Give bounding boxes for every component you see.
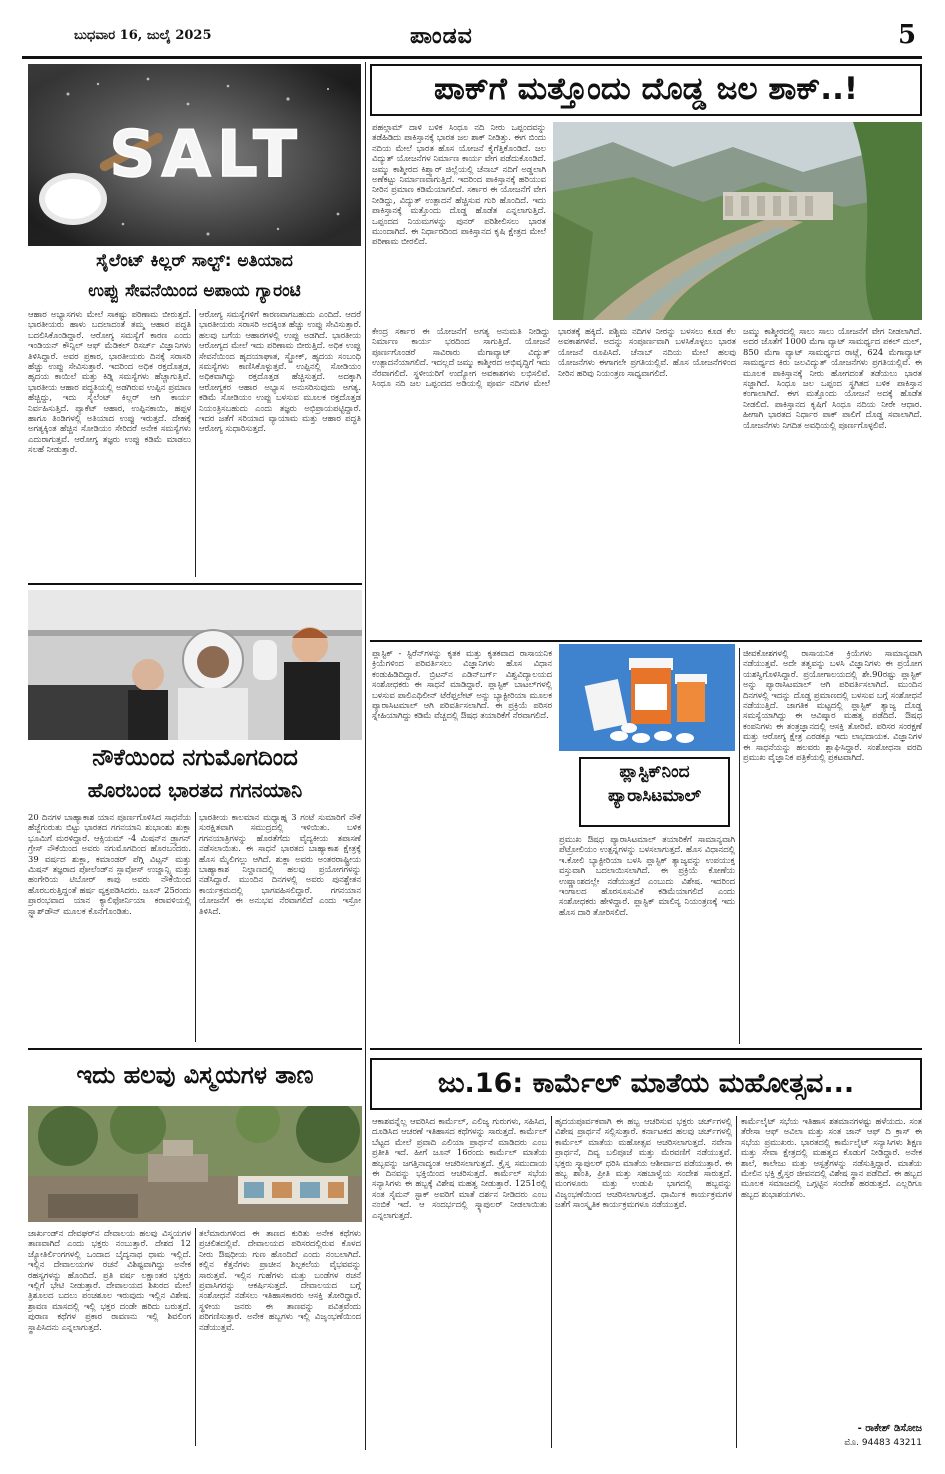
section-rule: [28, 1048, 362, 1050]
plastic-body-left: ಪ್ರಮುಖ ಔಷಧ ಪ್ಯಾರಾಸಿಟಮಾಲ್ ತಯಾರಿಕೆಗೆ ಸಾಮಾನ್ಯವಾಗಿ ಪೆಟ್ರೋಲಿಯಂ ಉತ್ಪನ್ನಗಳನ್ನು ಬಳಸಲಾಗುತ್ತದೆ. ಹೊಸ ವಿಧಾನದಲ್ಲಿ ಇ.ಕೋಲಿ ಬ್ಯಾಕ್ಟೀರಿಯಾ ಬಳಸಿ ಪ್ಲಾಸ್ಟಿಕ್ ತ್ಯಾಜ್ಯವನ್ನು ಉಪಯುಕ್ತ ವಸ್ತುವಾಗಿ ಬದಲಾಯಿಸಲಾಗಿದೆ. ಈ ಪ್ರಕ್ರಿಯೆ ಕೋಣೆಯ ಉಷ್ಣಾಂಶದಲ್ಲೇ ನಡೆಯುತ್ತದೆ ಎಂಬುದು ವಿಶೇಷ. ಇದರಿಂದ ಇಂಗಾಲದ ಹೊರಸೂಸುವಿಕೆ ಕಡಿಮೆಯಾಗಲಿದೆ ಎಂದು ಸಂಶೋಧಕರು ಹೇಳಿದ್ದಾರೆ. ಪ್ಲಾಸ್ಟಿಕ್ ಮಾಲಿನ್ಯ ನಿಯಂತ್ರಣಕ್ಕೆ ಇದು ಹೊಸ ದಾರಿ ತೋರಿಸಲಿದೆ.: [559, 834, 735, 917]
astronaut-headline-2: ಹೊರಬಂದ ಭಾರತದ ಗಗನಯಾನಿ: [87, 778, 303, 802]
plastic-headline-box: [579, 757, 730, 827]
wonders-body-col-1: ಜಾರ್ಖಂಡ್‌ನ ದೇವಘರ್‌ನ ದೇವಾಲಯ ಹಲವು ವಿಸ್ಮಯಗಳ ತಾಣವಾಗಿದೆ ಎಂದು ಭಕ್ತರು ನಂಬುತ್ತಾರೆ. ದೇಶದ 12 ಜ್ಯೋತಿರ್ಲಿಂಗಗಳಲ್ಲಿ ಒಂದಾದ ಬೈದ್ಯನಾಥ ಧಾಮ ಇಲ್ಲಿದೆ. ಇಲ್ಲಿನ ದೇವಾಲಯಗಳ ರಚನೆ ವಿಶಿಷ್ಟವಾಗಿದ್ದು ಅನೇಕ ರಹಸ್ಯಗಳನ್ನು ಹೊಂದಿದೆ. ಪ್ರತಿ ವರ್ಷ ಲಕ್ಷಾಂತರ ಭಕ್ತರು ಇಲ್ಲಿಗೆ ಭೇಟಿ ನೀಡುತ್ತಾರೆ. ದೇವಾಲಯದ ಶಿಖರದ ಮೇಲೆ ತ್ರಿಶೂಲದ ಬದಲು ಪಂಚಶೂಲ ಇರುವುದು ಇಲ್ಲಿನ ವಿಶೇಷ. ಶ್ರಾವಣ ಮಾಸದಲ್ಲಿ ಇಲ್ಲಿ ಭಕ್ತರ ದಂಡೇ ಹರಿದು ಬರುತ್ತದೆ. ಪುರಾಣ ಕಥೆಗಳ ಪ್ರಕಾರ ರಾವಣನು ಇಲ್ಲಿ ಶಿವಲಿಂಗ ಸ್ಥಾಪಿಸಿದನು ಎನ್ನಲಾಗುತ್ತದೆ.: [28, 1228, 191, 1332]
plastic-headline-2: ಪ್ಯಾರಾಸಿಟಮಾಲ್: [607, 785, 702, 806]
salt-headline-1: ಸೈಲೆಂಟ್ ಕಿಲ್ಲರ್ ಸಾಲ್ಟ್: ಅತಿಯಾದ: [96, 251, 293, 271]
section-rule: [370, 1048, 922, 1050]
plastic-headline-1: ಪ್ಲಾಸ್ಟಿಕ್‌ನಿಂದ: [619, 762, 690, 782]
column-divider: [736, 1116, 737, 1448]
temple-photo: [28, 1106, 362, 1222]
issue-date: ಬುಧವಾರ 16, ಜುಲೈ 2025: [74, 28, 212, 43]
salt-body-col-2: ಆರೋಗ್ಯ ಸಮಸ್ಯೆಗಳಿಗೆ ಕಾರಣವಾಗಬಹುದು ಎಂದಿದೆ. ಆದರೆ ಭಾರತೀಯರು ಸರಾಸರಿ ಅದಕ್ಕಿಂತ ಹೆಚ್ಚು ಉಪ್ಪು ಸೇವಿಸುತ್ತಾರೆ. ಹಲವು ಬಗೆಯ ಆಹಾರಗಳಲ್ಲಿ ಉಪ್ಪು ಅಡಗಿದೆ. ಭಾರತೀಯ ಆರೋಗ್ಯದ ಮೇಲೆ ಇದು ಪರಿಣಾಮ ಬೀರುತ್ತಿದೆ. ಅಧಿಕ ಉಪ್ಪು ಸೇವನೆಯಿಂದ ಹೃದಯಾಘಾತ, ಸ್ಟ್ರೋಕ್, ಹೃದಯ ಸಂಬಂಧಿ ಸಮಸ್ಯೆಗಳು ಕಾಣಿಸಿಕೊಳ್ಳುತ್ತವೆ. ಉಪ್ಪಿನಲ್ಲಿ ಸೋಡಿಯಂ ಅಧಿಕವಾಗಿದ್ದು ರಕ್ತದೊತ್ತಡ ಹೆಚ್ಚಿಸುತ್ತದೆ. ಅದಕ್ಕಾಗಿ ಆರೋಗ್ಯಕರ ಆಹಾರ ಅಭ್ಯಾಸ ಅನುಸರಿಸುವುದು ಅಗತ್ಯ. ಕಡಿಮೆ ಸೋಡಿಯಂ ಉಪ್ಪು ಬಳಸುವ ಮೂಲಕ ರಕ್ತದೊತ್ತಡ ನಿಯಂತ್ರಿಸಬಹುದು ಎಂದು ತಜ್ಞರು ಅಭಿಪ್ರಾಯಪಟ್ಟಿದ್ದಾರೆ. ಇದರ ಜತೆಗೆ ಸರಿಯಾದ ವ್ಯಾಯಾಮ ಮತ್ತು ಆಹಾರ ಪದ್ಧತಿ ಆರೋಗ್ಯ ಸುಧಾರಿಸುತ್ತದೆ.: [199, 309, 361, 434]
plastic-body-right: ಜೀವಕೋಶಗಳಲ್ಲಿ ರಾಸಾಯನಿಕ ಕ್ರಿಯೆಗಳು ಸಾಮಾನ್ಯವಾಗಿ ನಡೆಯುತ್ತವೆ. ಅದೇ ತತ್ವವನ್ನು ಬಳಸಿ ವಿಜ್ಞಾನಿಗಳು ಈ ಪ್ರಯೋಗ ಯಶಸ್ವಿಗೊಳಿಸಿದ್ದಾರೆ. ಪ್ರಯೋಗಾಲಯದಲ್ಲಿ ಶೇ.90ರಷ್ಟು ಪ್ಲಾಸ್ಟಿಕ್ ಅನ್ನು ಪ್ಯಾರಾಸಿಟಮಾಲ್ ಆಗಿ ಪರಿವರ್ತಿಸಲಾಗಿದೆ. ಮುಂದಿನ ದಿನಗಳಲ್ಲಿ ಇದನ್ನು ದೊಡ್ಡ ಪ್ರಮಾಣದಲ್ಲಿ ಬಳಸುವ ಬಗ್ಗೆ ಸಂಶೋಧನೆ ನಡೆಯುತ್ತಿದೆ. ಜಾಗತಿಕ ಮಟ್ಟದಲ್ಲಿ ಪ್ಲಾಸ್ಟಿಕ್ ತ್ಯಾಜ್ಯ ದೊಡ್ಡ ಸಮಸ್ಯೆಯಾಗಿದ್ದು ಈ ಆವಿಷ್ಕಾರ ಮಹತ್ವ ಪಡೆದಿದೆ. ಔಷಧ ಕಂಪನಿಗಳು ಈ ತಂತ್ರಜ್ಞಾನದಲ್ಲಿ ಆಸಕ್ತಿ ತೋರಿವೆ. ಪರಿಸರ ಸಂರಕ್ಷಣೆ ಮತ್ತು ಆರೋಗ್ಯ ಕ್ಷೇತ್ರ ಎರಡಕ್ಕೂ ಇದು ಲಾಭದಾಯಕ. ವಿಜ್ಞಾನಿಗಳ ಈ ಸಾಧನೆಯನ್ನು ಹಲವರು ಶ್ಲಾಘಿಸಿದ್ದಾರೆ. ಸಂಶೋಧನಾ ವರದಿ ಪ್ರಮುಖ ವೈಜ್ಞಾನಿಕ ಪತ್ರಿಕೆಯಲ್ಲಿ ಪ್ರಕಟವಾಗಿದೆ.: [743, 648, 922, 763]
salt-illustration: [28, 64, 361, 246]
masthead-rule: [22, 56, 922, 59]
salt-body-col-1: ಆಹಾರ ಅಭ್ಯಾಸಗಳು ಮೇಲೆ ಸಾಕಷ್ಟು ಪರಿಣಾಮ ಬೀರುತ್ತದೆ. ಭಾರತೀಯರು ಹಾಳು ಬದಲಾದಂತೆ ತಮ್ಮ ಆಹಾರ ಪದ್ಧತಿ ಬದಲಿಸಿಕೊಂಡಿದ್ದಾರೆ. ಆರೋಗ್ಯ ಸಮಸ್ಯೆಗೆ ಕಾರಣ ಎಂದು ಇಂಡಿಯನ್ ಕೌನ್ಸಿಲ್ ಆಫ್ ಮೆಡಿಕಲ್ ರಿಸರ್ಚ್ ವಿಜ್ಞಾನಿಗಳು ತಿಳಿಸಿದ್ದಾರೆ. ಅವರ ಪ್ರಕಾರ, ಭಾರತೀಯರು ದಿನಕ್ಕೆ ಸರಾಸರಿ ಹೆಚ್ಚು ಉಪ್ಪು ಸೇವಿಸುತ್ತಾರೆ. ಇದರಿಂದ ಅಧಿಕ ರಕ್ತದೊತ್ತಡ, ಹೃದಯ ಕಾಯಿಲೆ ಮತ್ತು ಕಿಡ್ನಿ ಸಮಸ್ಯೆಗಳು ಹೆಚ್ಚಾಗುತ್ತಿವೆ. ಭಾರತೀಯ ಆಹಾರ ಪದ್ಧತಿಯಲ್ಲಿ ಅಡಗಿರುವ ಉಪ್ಪಿನ ಪ್ರಮಾಣ ಹೆಚ್ಚಿದ್ದು, ಇದು ಸೈಲೆಂಟ್ ಕಿಲ್ಲರ್ ಆಗಿ ಕಾರ್ಯ ನಿರ್ವಹಿಸುತ್ತಿದೆ. ಪ್ಯಾಕೆಟ್ ಆಹಾರ, ಉಪ್ಪಿನಕಾಯಿ, ಹಪ್ಪಳ ಹಾಗೂ ತಿಂಡಿಗಳಲ್ಲಿ ಅತಿಯಾದ ಉಪ್ಪು ಇರುತ್ತದೆ. ದೇಹಕ್ಕೆ ಅಗತ್ಯಕ್ಕಿಂತ ಹೆಚ್ಚಿನ ಸೋಡಿಯಂ ಸೇರಿದರೆ ಅನೇಕ ಸಮಸ್ಯೆಗಳು ಎದುರಾಗುತ್ತವೆ. ಆರೋಗ್ಯ ತಜ್ಞರು ಉಪ್ಪು ಕಡಿಮೆ ಮಾಡಲು ಸಲಹೆ ನೀಡುತ್ತಾರೆ.: [28, 309, 191, 455]
wonders-headline: ಇದು ಹಲವು ವಿಸ್ಮಯಗಳ ತಾಣ: [76, 1061, 314, 1089]
carmel-headline: ಜು.16: ಕಾರ್ಮೆಲ್ ಮಾತೆಯ ಮಹೋತ್ಸವ...: [370, 1058, 922, 1110]
section-rule: [28, 583, 362, 585]
column-divider: [195, 812, 196, 1042]
carmel-author: - ರಾಕೇಶ್ ಡಿಸೋಜ: [857, 1423, 922, 1434]
astronaut-body-col-1: 20 ದಿನಗಳ ಬಾಹ್ಯಾಕಾಶ ಯಾನ ಪೂರ್ಣಗೊಳಿಸಿದ ಸಾಧನೆಯ ಹೆಜ್ಜೆಗುರುತು ಬಿಟ್ಟು ಭಾರತದ ಗಗನಯಾನಿ ಶುಭಾಂಶು ಶುಕ್ಲಾ ಭೂಮಿಗೆ ಮರಳಿದ್ದಾರೆ. ಆಕ್ಸಿಯಮ್ -4 ಮಿಷನ್‌ನ ಡ್ರ್ಯಾಗನ್ ಗ್ರೇಸ್ ನೌಕೆಯಿಂದ ಅವರು ನಗುಮೊಗದಿಂದ ಹೊರಬಂದರು. 39 ವರ್ಷದ ಶುಕ್ಲಾ, ಕಮಾಂಡರ್ ಪೆಗ್ಗಿ ವಿಟ್ಸನ್ ಮತ್ತು ಮಿಷನ್ ತಜ್ಞರಾದ ಪೋಲೆಂಡ್‌ನ ಸ್ಲಾವೋಸ್ ಉಜ್ನಾನ್ಸ್ಕಿ ಮತ್ತು ಹಂಗೇರಿಯ ಟಿಬೋರ್ ಕಾಪು ಅವರು ನೌಕೆಯಿಂದ ಹೊರಬರುತ್ತಿದ್ದಂತೆ ಹರ್ಷ ವ್ಯಕ್ತಪಡಿಸಿದರು. ಜೂನ್ 25ರಂದು ಪ್ರಾರಂಭವಾದ ಯಾನ ಕ್ಯಾಲಿಫೋರ್ನಿಯಾ ಕರಾವಳಿಯಲ್ಲಿ ಸ್ಪ್ಲಾಶ್‌ಡೌನ್ ಮೂಲಕ ಕೊನೆಗೊಂಡಿತು.: [28, 812, 191, 916]
plastic-body-top: ಪ್ಲಾಸ್ಟಿಕ್ - ಸ್ಟಿರೆನ್‌ಗಳನ್ನು ಕೃತಕ ಮತ್ತು ಕೃತಕವಾದ ರಾಸಾಯನಿಕ ಕ್ರಿಯೆಗಳಿಂದ ಪರಿವರ್ತಿಸಲು ವಿಜ್ಞಾನಿಗಳು ಹೊಸ ವಿಧಾನ ಕಂಡುಹಿಡಿದಿದ್ದಾರೆ. ಬ್ರಿಟನ್‌ನ ಎಡಿನ್‌ಬರ್ಗ್ ವಿಶ್ವವಿದ್ಯಾಲಯದ ಸಂಶೋಧಕರು ಈ ಸಾಧನೆ ಮಾಡಿದ್ದಾರೆ. ಪ್ಲಾಸ್ಟಿಕ್ ಬಾಟಲ್‌ಗಳಲ್ಲಿ ಬಳಸುವ ಪಾಲಿಎಥಿಲೀನ್ ಟೆರೆಫ್ತಲೇಟ್ ಅನ್ನು ಬ್ಯಾಕ್ಟೀರಿಯಾ ಮೂಲಕ ಪ್ಯಾರಾಸಿಟಮಾಲ್ ಆಗಿ ಪರಿವರ್ತಿಸಲಾಗಿದೆ. ಈ ಪ್ರಕ್ರಿಯೆ ಪರಿಸರ ಸ್ನೇಹಿಯಾಗಿದ್ದು ಕಡಿಮೆ ವೆಚ್ಚದಲ್ಲಿ ಔಷಧ ತಯಾರಿಕೆಗೆ ನೆರವಾಗಲಿದೆ.: [372, 648, 552, 721]
astronaut-body-col-2: ಭಾರತೀಯ ಕಾಲಮಾನ ಮಧ್ಯಾಹ್ನ 3 ಗಂಟೆ ಸುಮಾರಿಗೆ ನೌಕೆ ಸುರಕ್ಷಿತವಾಗಿ ಸಮುದ್ರದಲ್ಲಿ ಇಳಿಯಿತು. ಬಳಿಕ ಗಗನಯಾತ್ರಿಗಳನ್ನು ಹೊರತೆಗೆದು ವೈದ್ಯಕೀಯ ತಪಾಸಣೆ ನಡೆಸಲಾಯಿತು. ಈ ಸಾಧನೆ ಭಾರತದ ಬಾಹ್ಯಾಕಾಶ ಕ್ಷೇತ್ರಕ್ಕೆ ಹೊಸ ಮೈಲಿಗಲ್ಲು ಆಗಿದೆ. ಶುಕ್ಲಾ ಅವರು ಅಂತರರಾಷ್ಟ್ರೀಯ ಬಾಹ್ಯಾಕಾಶ ನಿಲ್ದಾಣದಲ್ಲಿ ಹಲವು ಪ್ರಯೋಗಗಳನ್ನು ನಡೆಸಿದ್ದಾರೆ. ಮುಂದಿನ ದಿನಗಳಲ್ಲಿ ಅವರು ಪುನಶ್ಚೇತನ ಕಾರ್ಯಕ್ರಮದಲ್ಲಿ ಭಾಗವಹಿಸಲಿದ್ದಾರೆ. ಗಗನಯಾನ ಯೋಜನೆಗೆ ಈ ಅನುಭವ ನೆರವಾಗಲಿದೆ ಎಂದು ಇಸ್ರೋ ತಿಳಿಸಿದೆ.: [199, 812, 361, 916]
water-body-col-3: ಜಮ್ಮು ಕಾಶ್ಮೀರದಲ್ಲಿ ಸಾಲು ಸಾಲು ಯೋಜನೆಗೆ ವೇಗ ನೀಡಲಾಗಿದೆ. ಅದರ ಜೊತೆಗೆ 1000 ಮೆಗಾ ವ್ಯಾಟ್ ಸಾಮರ್ಥ್ಯದ ಪಕಲ್ ದುಲ್, 850 ಮೆಗಾ ವ್ಯಾಟ್ ಸಾಮರ್ಥ್ಯದ ರಾಟ್ಲೆ, 624 ಮೆಗಾವ್ಯಾಟ್ ಸಾಮರ್ಥ್ಯದ ಕಿರು ಜಲವಿದ್ಯುತ್ ಯೋಜನೆಗಳು ಪ್ರಗತಿಯಲ್ಲಿವೆ. ಈ ಮೂಲಕ ಪಾಕಿಸ್ತಾನಕ್ಕೆ ನೀರು ಹೋಗದಂತೆ ತಡೆಯಲು ಭಾರತ ಸಜ್ಜಾಗಿದೆ. ಸಿಂಧೂ ಜಲ ಒಪ್ಪಂದ ಸ್ಥಗಿತದ ಬಳಿಕ ಪಾಕಿಸ್ತಾನ ಕಂಗಾಲಾಗಿದೆ. ಈಗ ಮತ್ತೊಂದು ಯೋಜನೆ ಅದಕ್ಕೆ ಹೊಡೆತ ನೀಡಲಿದೆ. ಪಾಕಿಸ್ತಾನದ ಕೃಷಿಗೆ ಸಿಂಧೂ ನದಿಯ ನೀರೇ ಆಧಾರ. ಹೀಗಾಗಿ ಭಾರತದ ನಿರ್ಧಾರ ಪಾಕ್ ಪಾಲಿಗೆ ದೊಡ್ಡ ಸವಾಲಾಗಿದೆ. ಯೋಜನೆಗಳು ನಿಗದಿತ ಅವಧಿಯಲ್ಲಿ ಪೂರ್ಣಗೊಳ್ಳಲಿವೆ.: [743, 326, 922, 430]
carmel-body-col-1: ಆಕಾಶವನ್ನೆಲ್ಲ ಆವರಿಸಿದ ಕಾರ್ಮೆಲ್, ಎಲಿಜ್ಯ ಗುರುಗಳು, ಸಹಿಸಿದ, ದೂಡಿಸಿದ ಆಚರಣೆ ಇತಿಹಾಸದ ಕಥೆಗಳನ್ನು ಸಾರುತ್ತದೆ. ಕಾರ್ಮೆಲ್ ಬೆಟ್ಟದ ಮೇಲೆ ಪ್ರವಾದಿ ಎಲಿಯಾ ಪ್ರಾರ್ಥನೆ ಮಾಡಿದರು ಎಂಬ ಪ್ರತೀತಿ ಇದೆ. ಹೀಗೆ ಜೂನ್ 16ರಂದು ಕಾರ್ಮೆಲ್ ಮಾತೆಯ ಹಬ್ಬವನ್ನು ಜಗತ್ತಿನಾದ್ಯಂತ ಆಚರಿಸಲಾಗುತ್ತದೆ. ಕ್ರೈಸ್ತ ಸಮುದಾಯ ಈ ದಿನವನ್ನು ಭಕ್ತಿಯಿಂದ ಆಚರಿಸುತ್ತದೆ. ಕಾರ್ಮೆಲ್ ಸಭೆಯ ಸನ್ಯಾಸಿಗಳು ಈ ಹಬ್ಬಕ್ಕೆ ವಿಶೇಷ ಮಹತ್ವ ನೀಡುತ್ತಾರೆ. 1251ರಲ್ಲಿ ಸಂತ ಸೈಮನ್ ಸ್ಟಾಕ್ ಅವರಿಗೆ ಮಾತೆ ದರ್ಶನ ನೀಡಿದರು ಎಂಬ ನಂಬಿಕೆ ಇದೆ. ಆ ಸಂದರ್ಭದಲ್ಲಿ ಸ್ಕ್ಯಾಪುಲರ್ ನೀಡಲಾಯಿತು ಎನ್ನಲಾಗುತ್ತದೆ.: [372, 1116, 547, 1220]
water-body-col-1: ಪಹಲ್ಗಾಮ್ ದಾಳಿ ಬಳಿಕ ಸಿಂಧೂ ನದಿ ನೀರು ಒಪ್ಪಂದವನ್ನು ತಡೆಹಿಡಿದು ಪಾಕಿಸ್ತಾನಕ್ಕೆ ಭಾರತ ಜಲ ಶಾಕ್ ನೀಡಿತ್ತು. ಈಗ ಬಿಂದು ನದಿಯ ಮೇಲೆ ಭಾರತ ಹೊಸ ಯೋಜನೆ ಕೈಗೆತ್ತಿಕೊಂಡಿದೆ. ಜಲ ವಿದ್ಯುತ್ ಯೋಜನೆಗಳ ನಿರ್ಮಾಣ ಕಾರ್ಯ ವೇಗ ಪಡೆದುಕೊಂಡಿದೆ. ಜಮ್ಮು ಕಾಶ್ಮೀರದ ಕಿಶ್ತ್ವಾರ್ ಜಿಲ್ಲೆಯಲ್ಲಿ ಚೆನಾಬ್ ನದಿಗೆ ಅಡ್ಡಲಾಗಿ ಅಣೆಕಟ್ಟು ನಿರ್ಮಾಣವಾಗುತ್ತಿದೆ. ಇದರಿಂದ ಪಾಕಿಸ್ತಾನಕ್ಕೆ ಹರಿಯುವ ನೀರಿನ ಪ್ರಮಾಣ ಕಡಿಮೆಯಾಗಲಿದೆ. ಸರ್ಕಾರ ಈ ಯೋಜನೆಗೆ ವೇಗ ನೀಡಿದ್ದು, ವಿದ್ಯುತ್ ಉತ್ಪಾದನೆ ಹೆಚ್ಚಿಸುವ ಗುರಿ ಹೊಂದಿದೆ. ಇದು ಪಾಕಿಸ್ತಾನಕ್ಕೆ ಮತ್ತೊಂದು ದೊಡ್ಡ ಹೊಡೆತ ಎನ್ನಲಾಗುತ್ತಿದೆ. ಒಪ್ಪಂದದ ನಿಯಮಗಳನ್ನು ಪುನರ್ ಪರಿಶೀಲಿಸಲು ಭಾರತ ಮುಂದಾಗಿದೆ. ಈ ನಿರ್ಧಾರದಿಂದ ಪಾಕಿಸ್ತಾನದ ಕೃಷಿ ಕ್ಷೇತ್ರದ ಮೇಲೆ ಪರಿಣಾಮ ಬೀರಲಿದೆ.: [372, 122, 546, 247]
temple-illustration: [28, 1106, 362, 1222]
astronaut-illustration: [28, 590, 362, 740]
carmel-phone: ಮೊ. 94483 43211: [844, 1438, 922, 1448]
dam-photo: [553, 122, 922, 320]
water-headline: ಪಾಕ್‌ಗೆ ಮತ್ತೊಂದು ದೊಡ್ಡ ಜಲ ಶಾಕ್..!: [370, 64, 922, 116]
salt-photo: [28, 64, 361, 246]
page-column-divider: [365, 1060, 366, 1450]
column-divider: [195, 1228, 196, 1446]
dam-illustration: [553, 122, 922, 320]
page-number: 5: [898, 20, 917, 50]
salt-word: SALT: [109, 118, 303, 192]
carmel-body-col-2: ಹೃದಯಪೂರ್ವಕವಾಗಿ ಈ ಹಬ್ಬ ಆಚರಿಸುವ ಭಕ್ತರು ಚರ್ಚ್‌ಗಳಲ್ಲಿ ವಿಶೇಷ ಪ್ರಾರ್ಥನೆ ಸಲ್ಲಿಸುತ್ತಾರೆ. ಕರ್ನಾಟಕದ ಹಲವು ಚರ್ಚ್‌ಗಳಲ್ಲಿ ಕಾರ್ಮೆಲ್ ಮಾತೆಯ ಮಹೋತ್ಸವ ಆಚರಿಸಲಾಗುತ್ತದೆ. ನವೇನಾ ಪ್ರಾರ್ಥನೆ, ದಿವ್ಯ ಬಲಿಪೂಜೆ ಮತ್ತು ಮೆರವಣಿಗೆ ನಡೆಯುತ್ತವೆ. ಭಕ್ತರು ಸ್ಕ್ಯಾಪುಲರ್ ಧರಿಸಿ ಮಾತೆಯ ಆಶೀರ್ವಾದ ಪಡೆಯುತ್ತಾರೆ. ಈ ಹಬ್ಬ ಶಾಂತಿ, ಪ್ರೀತಿ ಮತ್ತು ಸಹಬಾಳ್ವೆಯ ಸಂದೇಶ ಸಾರುತ್ತದೆ. ಮಂಗಳೂರು ಮತ್ತು ಉಡುಪಿ ಭಾಗದಲ್ಲಿ ಹಬ್ಬವನ್ನು ವಿಜೃಂಭಣೆಯಿಂದ ಆಚರಿಸಲಾಗುತ್ತದೆ. ಧಾರ್ಮಿಕ ಕಾರ್ಯಕ್ರಮಗಳ ಜತೆಗೆ ಸಾಂಸ್ಕೃತಿಕ ಕಾರ್ಯಕ್ರಮಗಳೂ ನಡೆಯುತ್ತವೆ.: [555, 1116, 732, 1210]
pills-photo: [559, 644, 735, 751]
carmel-body-col-3: ಕಾರ್ಮೆಲೈಟ್ ಸಭೆಯ ಇತಿಹಾಸ ಶತಮಾನಗಳಷ್ಟು ಹಳೆಯದು. ಸಂತ ತೆರೇಸಾ ಆಫ್ ಅವಿಲಾ ಮತ್ತು ಸಂತ ಜಾನ್ ಆಫ್ ದಿ ಕ್ರಾಸ್ ಈ ಸಭೆಯ ಪ್ರಮುಖರು. ಭಾರತದಲ್ಲಿ ಕಾರ್ಮೆಲೈಟ್ ಸನ್ಯಾಸಿಗಳು ಶಿಕ್ಷಣ ಮತ್ತು ಸೇವಾ ಕ್ಷೇತ್ರದಲ್ಲಿ ಮಹತ್ವದ ಕೊಡುಗೆ ನೀಡಿದ್ದಾರೆ. ಅನೇಕ ಶಾಲೆ, ಕಾಲೇಜು ಮತ್ತು ಆಸ್ಪತ್ರೆಗಳನ್ನು ನಡೆಸುತ್ತಿದ್ದಾರೆ. ಮಾತೆಯ ಮೇಲಿನ ಭಕ್ತಿ ಕ್ರೈಸ್ತರ ಜೀವನದಲ್ಲಿ ವಿಶೇಷ ಸ್ಥಾನ ಪಡೆದಿದೆ. ಈ ಹಬ್ಬದ ಮೂಲಕ ಸಮಾಜದಲ್ಲಿ ಒಗ್ಗಟ್ಟಿನ ಸಂದೇಶ ಹರಡುತ್ತದೆ. ಎಲ್ಲರಿಗೂ ಹಬ್ಬದ ಶುಭಾಶಯಗಳು.: [741, 1116, 922, 1199]
astronaut-photo: [28, 590, 362, 740]
water-body-col-2: ಕೇಂದ್ರ ಸರ್ಕಾರ ಈ ಯೋಜನೆಗೆ ಅಗತ್ಯ ಅನುಮತಿ ನೀಡಿದ್ದು ನಿರ್ಮಾಣ ಕಾರ್ಯ ಭರದಿಂದ ಸಾಗುತ್ತಿದೆ. ಯೋಜನೆ ಪೂರ್ಣಗೊಂಡರೆ ಸಾವಿರಾರು ಮೆಗಾವ್ಯಾಟ್ ವಿದ್ಯುತ್ ಉತ್ಪಾದನೆಯಾಗಲಿದೆ. ಇದಲ್ಲದೆ ಜಮ್ಮು ಕಾಶ್ಮೀರದ ಅಭಿವೃದ್ಧಿಗೆ ಇದು ನೆರವಾಗಲಿದೆ. ಸ್ಥಳೀಯರಿಗೆ ಉದ್ಯೋಗ ಅವಕಾಶಗಳು ಲಭಿಸಲಿವೆ. ಸಿಂಧೂ ನದಿ ಜಲ ಒಪ್ಪಂದದ ಅಡಿಯಲ್ಲಿ ಪೂರ್ವ ನದಿಗಳ ಮೇಲೆ ಭಾರತಕ್ಕೆ ಹಕ್ಕಿದೆ. ಪಶ್ಚಿಮ ನದಿಗಳ ನೀರನ್ನು ಬಳಸಲು ಕೂಡ ಕೆಲ ಅವಕಾಶಗಳಿವೆ. ಅದನ್ನು ಸಂಪೂರ್ಣವಾಗಿ ಬಳಸಿಕೊಳ್ಳಲು ಭಾರತ ಯೋಜನೆ ರೂಪಿಸಿದೆ. ಚೆನಾಬ್ ನದಿಯ ಮೇಲೆ ಹಲವು ಯೋಜನೆಗಳು ಈಗಾಗಲೇ ಪ್ರಗತಿಯಲ್ಲಿವೆ. ಹೊಸ ಯೋಜನೆಗಳಿಂದ ನೀರಿನ ಹರಿವು ನಿಯಂತ್ರಣ ಸಾಧ್ಯವಾಗಲಿದೆ.: [372, 326, 736, 389]
newspaper-title: ಪಾಂಡವ: [410, 24, 473, 49]
wonders-body-col-2: ತಲೆಮಾರುಗಳಿಂದ ಈ ತಾಣದ ಕುರಿತು ಅನೇಕ ಕಥೆಗಳು ಪ್ರಚಲಿತದಲ್ಲಿವೆ. ದೇವಾಲಯದ ಪರಿಸರದಲ್ಲಿರುವ ಕೊಳದ ನೀರು ಔಷಧೀಯ ಗುಣ ಹೊಂದಿದೆ ಎಂದು ನಂಬಲಾಗಿದೆ. ಕಲ್ಲಿನ ಕೆತ್ತನೆಗಳು ಪ್ರಾಚೀನ ಶಿಲ್ಪಕಲೆಯ ವೈಭವವನ್ನು ಸಾರುತ್ತವೆ. ಇಲ್ಲಿನ ಗುಹೆಗಳು ಮತ್ತು ಬಂಡೆಗಳ ರಚನೆ ಪ್ರವಾಸಿಗರನ್ನು ಆಕರ್ಷಿಸುತ್ತದೆ. ದೇವಾಲಯದ ಬಗ್ಗೆ ಸಂಶೋಧನೆ ನಡೆಸಲು ಇತಿಹಾಸಕಾರರು ಆಸಕ್ತಿ ತೋರಿದ್ದಾರೆ. ಸ್ಥಳೀಯ ಜನರು ಈ ತಾಣವನ್ನು ಪವಿತ್ರವೆಂದು ಪರಿಗಣಿಸುತ್ತಾರೆ. ಅನೇಕ ಹಬ್ಬಗಳು ಇಲ್ಲಿ ವಿಜೃಂಭಣೆಯಿಂದ ನಡೆಯುತ್ತವೆ.: [199, 1228, 361, 1332]
column-divider: [739, 648, 740, 1044]
section-rule: [370, 640, 922, 642]
column-divider: [551, 1116, 552, 1448]
column-divider: [195, 309, 196, 577]
pills-illustration: [559, 644, 735, 751]
astronaut-headline-1: ನೌಕೆಯಿಂದ ನಗುಮೊಗದಿಂದ: [92, 745, 298, 771]
page-column-divider: [365, 62, 366, 1062]
salt-headline-2: ಉಪ್ಪು ಸೇವನೆಯಿಂದ ಅಪಾಯ ಗ್ಯಾರಂಟಿ: [88, 281, 301, 301]
